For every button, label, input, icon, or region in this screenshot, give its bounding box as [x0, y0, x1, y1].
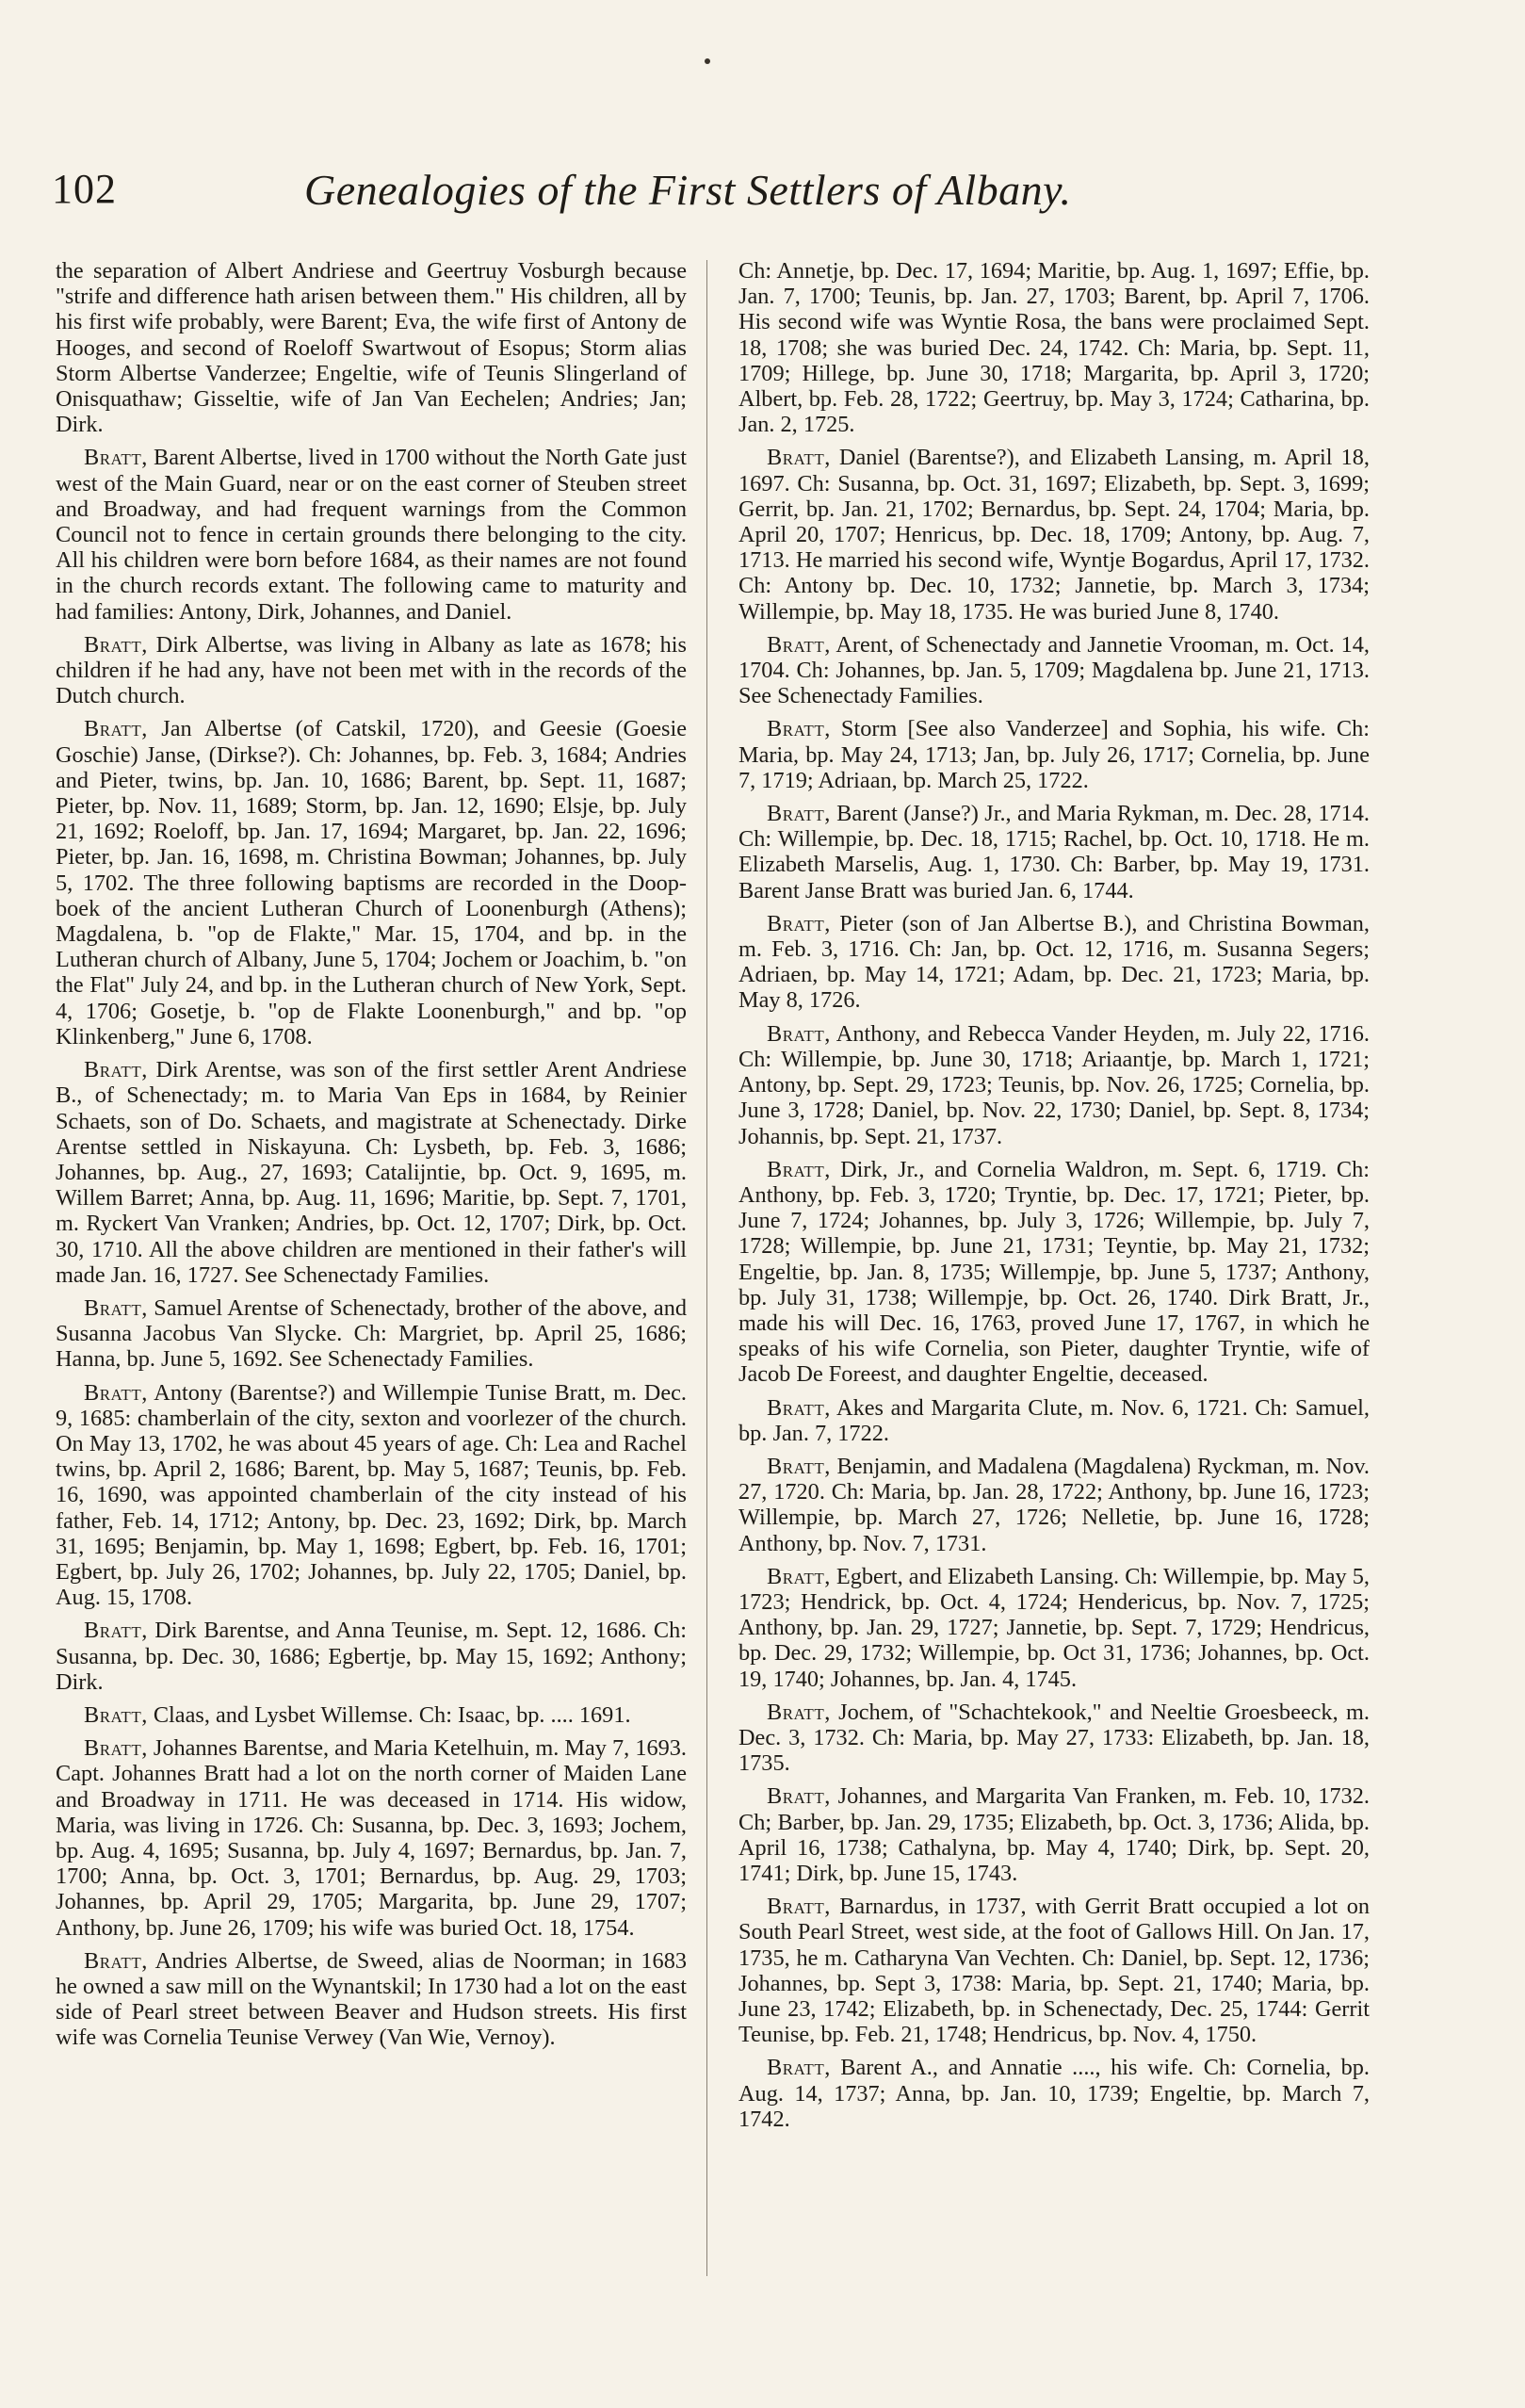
entry-surname: Bratt,: [767, 1453, 831, 1479]
entry-surname: Bratt,: [767, 1783, 831, 1810]
genealogy-entry: [56, 258, 687, 437]
entry-text: Antony (Barentse?) and Willempie Tunise Bratt, m. Dec. 9, 1685: chamberlain of the city, sexton and voorlezer of the church. On May 13, 1702, he was about 45 years of age. Ch: Lea and Rachel twins, bp. April 2, 1686; Barent, bp. May 5, 1687; Teunis, bp. Feb. 16, 1690, was appointed chamberlain of the city instead of his father, Feb. 14, 1712; Antony, bp. Dec. 23, 1692; Dirk, bp. March 31, 1695; Benjamin, bp. May 1, 1698; Egbert, bp. Feb. 16, 1701; Egbert, bp. July 26, 1702; Johannes, bp. July 22, 1705; Daniel, bp. Aug. 15, 1708.: [56, 1379, 687, 1611]
genealogy-entry: [738, 1783, 1370, 1886]
genealogy-entry: [738, 716, 1370, 793]
entry-text: Jan Albertse (of Catskil, 1720), and Geesie (Goesie Goschie) Janse, (Dirkse?). Ch: Johannes, bp. Feb. 3, 1684; Andries and Pieter, twins, bp. Jan. 10, 1686; Barent, bp. Sept. 11, 1687; Pieter, bp. Nov. 11, 1689; Storm, bp. Jan. 12, 1690; Elsje, bp. July 21, 1692; Roeloff, bp. Jan. 17, 1694; Margaret, bp. Jan. 22, 1696; Pieter, bp. Jan. 16, 1698, m. Christina Bowman; Johannes, bp. July 5, 1702. The three following baptisms are recorded in the Doop-boek of the ancient Lutheran Church of Loonenburgh (Athens); Magdalena, b. "op de Flakte," Mar. 15, 1704, and bp. in the Lutheran church of Albany, June 5, 1704; Jochem or Joachim, b. "on the Flat" July 24, and bp. in the Lutheran church of New York, Sept. 4, 1706; Gosetje, b. "op de Flakte Loonenburgh," and bp. "op Klinkenberg," June 6, 1708.: [56, 716, 687, 1049]
genealogy-entry: [56, 632, 687, 709]
entry-surname: Bratt,: [767, 910, 831, 936]
genealogy-entry: [56, 1618, 687, 1695]
entry-text: Akes and Margarita Clute, m. Nov. 6, 1721. Ch: Samuel, bp. Jan. 7, 1722.: [738, 1394, 1370, 1446]
entry-text: Barent A., and Annatie ...., his wife. Ch: Cornelia, bp. Aug. 14, 1737; Anna, bp. Jan. 10, 1739; Engeltie, bp. March 7, 1742.: [738, 2055, 1370, 2132]
left-column: [56, 258, 687, 2284]
entry-text: Dirk Arentse, was son of the first settler Arent Andriese B., of Schenectady; m. to Maria Van Eps in 1684, by Reinier Schaets, son of Do. Schaets, and magistrate at Schenectady. Dirke Arentse settled in Niskayuna. Ch: Lysbeth, bp. Feb. 3, 1686; Johannes, bp. Aug., 27, 1693; Catalijntie, bp. Oct. 9, 1695, m. Willem Barret; Anna, bp. Aug. 11, 1696; Maritie, bp. Sept. 7, 1701, m. Ryckert Van Vranken; Andries, bp. Oct. 12, 1707; Dirk, bp. Oct. 30, 1710. All the above children are mentioned in their father's will made Jan. 16, 1727. See Schenectady Families.: [56, 1057, 687, 1288]
genealogy-entry: [56, 1702, 687, 1728]
entry-surname: Bratt,: [84, 631, 148, 658]
entry-surname: Bratt,: [767, 1020, 831, 1047]
genealogy-entry: [738, 911, 1370, 1014]
page-number: 102: [52, 166, 117, 212]
entry-text: Barent (Janse?) Jr., and Maria Rykman, m. Dec. 28, 1714. Ch: Willempie, bp. Dec. 18, 1715; Rachel, bp. Oct. 10, 1718. He m. Elizabeth Marselis, Aug. 1, 1730. Ch: Barber, bp. May 19, 1731. Barent Janse Bratt was buried Jan. 6, 1744.: [738, 801, 1370, 903]
entry-text: Dirk Albertse, was living in Albany as late as 1678; his children if he had any, have not been met with in the records of the Dutch church.: [56, 631, 687, 709]
entry-text: Ch: Annetje, bp. Dec. 17, 1694; Maritie, bp. Aug. 1, 1697; Effie, bp. Jan. 7, 1700; Teunis, bp. Jan. 27, 1703; Barent, bp. April 7, 1706. His second wife was Wyntie Rosa, the bans were proclaimed Sept. 18, 1708; she was buried Dec. 24, 1742. Ch: Maria, bp. Sept. 11, 1709; Hillege, bp. June 30, 1718; Margarita, bp. April 3, 1720; Albert, bp. Feb. 28, 1722; Geertruy, bp. May 3, 1724; Catharina, bp. Jan. 2, 1725.: [738, 258, 1370, 438]
genealogy-entry: [738, 1021, 1370, 1149]
entry-surname: Bratt,: [767, 1699, 831, 1725]
entry-surname: Bratt,: [84, 1947, 148, 1974]
entry-text: Benjamin, and Madalena (Magdalena) Ryckman, m. Nov. 27, 1720. Ch: Maria, bp. Jan. 28, 1722; Anthony, bp. June 16, 1723; Willempie, bp. March 27, 1726; Nelletie, bp. June 16, 1728; Anthony, bp. Nov. 7, 1731.: [738, 1453, 1370, 1556]
genealogy-entry: [738, 1395, 1370, 1446]
entry-surname: Bratt,: [84, 1701, 148, 1728]
entry-text: Egbert, and Elizabeth Lansing. Ch: Willempie, bp. May 5, 1723; Hendrick, bp. Oct. 4, 1724; Hendericus, bp. Nov. 7, 1725; Anthony, bp. Jan. 29, 1727; Jannetie, bp. Sept. 7, 1729; Hendricus, bp. Dec. 29, 1732; Willempie, bp. Oct 31, 1736; Johannes, bp. Oct. 19, 1740; Johannes, bp. Jan. 4, 1745.: [738, 1563, 1370, 1692]
page-header: [52, 165, 1465, 221]
entry-surname: Bratt,: [767, 1156, 831, 1182]
genealogy-entry: [56, 1295, 687, 1373]
genealogy-entry: [56, 716, 687, 1049]
entry-text: Johannes Barentse, and Maria Ketelhuin, m. May 7, 1693. Capt. Johannes Bratt had a lot on the north corner of Maiden Lane and Broadway in 1711. He was deceased in 1714. His widow, Maria, was living in 1726. Ch: Susanna, bp. Dec. 3, 1693; Jochem, bp. Aug. 4, 1695; Susanna, bp. July 4, 1697; Bernardus, bp. Jan. 7, 1700; Anna, bp. Oct. 3, 1701; Bernardus, bp. Aug. 29, 1703; Johannes, bp. April 29, 1705; Margarita, bp. June 29, 1707; Anthony, bp. June 26, 1709; his wife was buried Oct. 18, 1754.: [56, 1735, 687, 1941]
entry-surname: Bratt,: [767, 801, 831, 827]
right-column: [738, 258, 1370, 2284]
entry-text: Samuel Arentse of Schenectady, brother of the above, and Susanna Jacobus Van Slycke. Ch: Margriet, bp. April 25, 1686; Hanna, bp. June 5, 1692. See Schenectady Families.: [56, 1294, 687, 1373]
genealogy-entry: [56, 1948, 687, 2051]
entry-surname: Bratt,: [84, 1379, 148, 1406]
genealogy-entry: [738, 1700, 1370, 1777]
genealogy-entry: [738, 258, 1370, 437]
genealogy-entry: [56, 1380, 687, 1611]
column-divider: [706, 260, 707, 2276]
genealogy-entry: [56, 1057, 687, 1288]
entry-text: the separation of Albert Andriese and Geertruy Vosburgh because "strife and difference hath arisen between them." His children, all by his first wife probably, were Barent; Eva, the wife first of Antony de Hooges, and second of Roeloff Swartwout of Esopus; Storm alias Storm Albertse Vanderzee; Engeltie, wife of Teunis Slingerland of Onisquathaw; Gisseltie, wife of Jan Van Eechelen; Andries; Jan; Dirk.: [56, 258, 687, 438]
entry-surname: Bratt,: [767, 1394, 831, 1421]
genealogy-entry: [56, 1735, 687, 1941]
entry-surname: Bratt,: [84, 445, 148, 471]
genealogy-entry: [738, 1894, 1370, 2047]
genealogy-entry: [738, 1454, 1370, 1556]
entry-surname: Bratt,: [84, 1618, 148, 1644]
genealogy-entry: [738, 2055, 1370, 2132]
entry-text: Barent Albertse, lived in 1700 without the North Gate just west of the Main Guard, near or on the east corner of Steuben street and Broadway, and had frequent warnings from the Common Council not to fence in certain grounds there belonging to the city. All his children were born before 1684, as their names are not found in the church records extant. The following came to maturity and had families: Antony, Dirk, Johannes, and Daniel.: [56, 445, 687, 625]
entry-surname: Bratt,: [767, 716, 831, 742]
entry-text: Arent, of Schenectady and Jannetie Vrooman, m. Oct. 14, 1704. Ch: Johannes, bp. Jan. 5, 1709; Magdalena bp. June 21, 1713. See Schenectady Families.: [738, 631, 1370, 709]
entry-text: Pieter (son of Jan Albertse B.), and Christina Bowman, m. Feb. 3, 1716. Ch: Jan, bp. Oct. 12, 1716, m. Susanna Segers; Adriaen, bp. May 14, 1721; Adam, bp. Dec. 21, 1723; Maria, bp. May 8, 1726.: [738, 910, 1370, 1014]
entry-surname: Bratt,: [84, 1057, 148, 1083]
entry-text: Jochem, of "Schachtekook," and Neeltie Groesbeeck, m. Dec. 3, 1732. Ch: Maria, bp. May 27, 1733: Elizabeth, bp. Jan. 18, 1735.: [738, 1699, 1370, 1777]
entry-text: Storm [See also Vanderzee] and Sophia, his wife. Ch: Maria, bp. May 24, 1713; Jan, bp. July 26, 1717; Cornelia, bp. June 7, 1719; Adriaan, bp. March 25, 1722.: [738, 716, 1370, 793]
entry-surname: Bratt,: [767, 445, 831, 471]
genealogy-entry: [738, 1564, 1370, 1692]
entry-surname: Bratt,: [84, 1735, 148, 1762]
genealogy-entry: [738, 445, 1370, 624]
entry-text: Daniel (Barentse?), and Elizabeth Lansing, m. April 18, 1697. Ch: Susanna, bp. Oct. 31, 1697; Elizabeth, bp. Sept. 3, 1699; Gerrit, bp. Jan. 21, 1702; Bernardus, bp. Sept. 24, 1704; Maria, bp. April 20, 1707; Henricus, bp. Dec. 18, 1709; Antony, bp. Aug. 7, 1713. He married his second wife, Wyntje Bogardus, April 17, 1732. Ch: Antony bp. Dec. 10, 1732; Jannetie, bp. March 3, 1734; Willempie, bp. May 18, 1735. He was buried June 8, 1740.: [738, 445, 1370, 625]
genealogy-entry: [738, 632, 1370, 709]
entry-text: Andries Albertse, de Sweed, alias de Noorman; in 1683 he owned a saw mill on the Wynantskil; In 1730 had a lot on the east side of Pearl street between Beaver and Hudson streets. His first wife was Cornelia Teunise Verwey (Van Wie, Vernoy).: [56, 1947, 687, 2051]
entry-text: Claas, and Lysbet Willemse. Ch: Isaac, bp. .... 1691.: [147, 1701, 631, 1728]
entry-surname: Bratt,: [767, 2055, 831, 2081]
genealogy-entry: [738, 1157, 1370, 1388]
ink-speck: [705, 58, 710, 64]
entry-text: Johannes, and Margarita Van Franken, m. Feb. 10, 1732. Ch; Barber, bp. Jan. 29, 1735; Elizabeth, bp. Oct. 3, 1736; Alida, bp. April 16, 1738; Cathalyna, bp. May 4, 1740; Dirk, bp. Sept. 20, 1741; Dirk, bp. June 15, 1743.: [738, 1783, 1370, 1886]
entry-text: Barnardus, in 1737, with Gerrit Bratt occupied a lot on South Pearl Street, west side, at the foot of Gallows Hill. On Jan. 17, 1735, he m. Catharyna Van Vechten. Ch: Daniel, bp. Sept. 12, 1736; Johannes, bp. Sept 3, 1738: Maria, bp. Sept. 21, 1740; Maria, bp. June 23, 1742; Elizabeth, bp. in Schenectady, Dec. 25, 1744: Gerrit Teunise, bp. Feb. 21, 1748; Hendricus, bp. Nov. 4, 1750.: [738, 1894, 1370, 2048]
genealogy-entry: [56, 445, 687, 624]
entry-text: Dirk Barentse, and Anna Teunise, m. Sept. 12, 1686. Ch: Susanna, bp. Dec. 30, 1686; Egbertje, bp. May 15, 1692; Anthony; Dirk.: [56, 1618, 687, 1695]
running-title: Genealogies of the First Settlers of Albany.: [304, 166, 1072, 214]
entry-surname: Bratt,: [84, 1294, 148, 1321]
entry-surname: Bratt,: [767, 1894, 831, 1920]
entry-surname: Bratt,: [767, 1563, 831, 1589]
entry-surname: Bratt,: [767, 631, 831, 658]
entry-text: Anthony, and Rebecca Vander Heyden, m. July 22, 1716. Ch: Willempie, bp. June 30, 1718; Ariaantje, bp. March 1, 1721; Antony, bp. Sept. 29, 1723; Teunis, bp. Nov. 26, 1725; Cornelia, bp. June 3, 1728; Daniel, bp. Nov. 22, 1730; Daniel, bp. Sept. 8, 1734; Johannis, bp. Sept. 21, 1737.: [738, 1020, 1370, 1149]
entry-text: Dirk, Jr., and Cornelia Waldron, m. Sept. 6, 1719. Ch: Anthony, bp. Feb. 3, 1720; Tryntie, bp. Dec. 17, 1721; Pieter, bp. June 7, 1724; Johannes, bp. July 3, 1726; Willempie, bp. July 7, 1728; Willempie, bp. June 21, 1731; Teyntie, bp. May 21, 1732; Engeltie, bp. Jan. 8, 1735; Willempje, bp. June 5, 1737; Anthony, bp. July 31, 1738; Willempje, bp. Oct. 26, 1740. Dirk Bratt, Jr., made his will Dec. 16, 1763, proved June 17, 1767, in which he speaks of his wife Cornelia, son Pieter, daughter Tryntie, wife of Jacob De Foreest, and daughter Engeltie, deceased.: [738, 1156, 1370, 1388]
genealogy-entry: [738, 801, 1370, 903]
entry-surname: Bratt,: [84, 716, 148, 742]
